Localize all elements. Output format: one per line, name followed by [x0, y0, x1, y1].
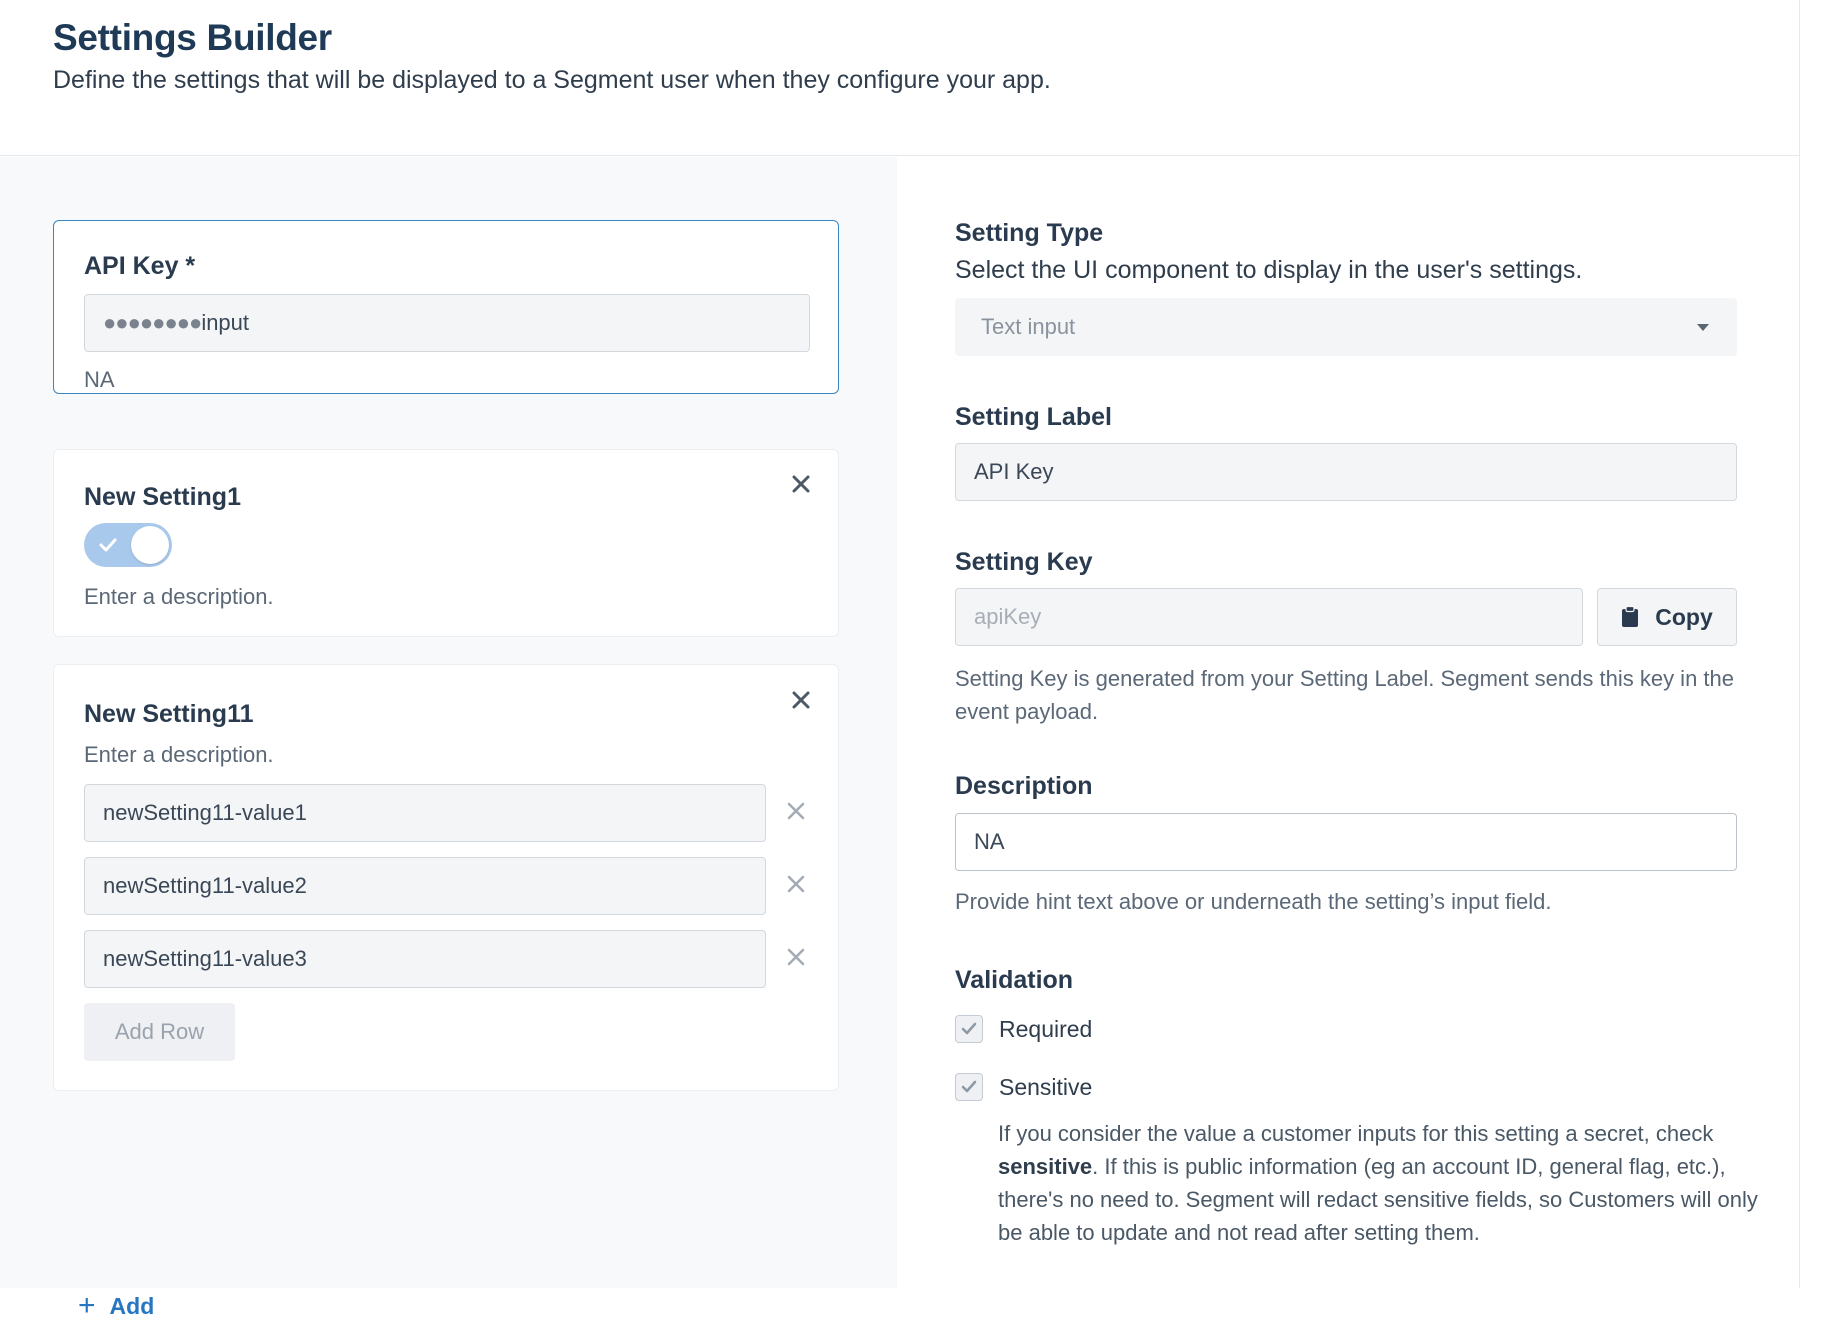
sensitive-help-bold: sensitive	[998, 1154, 1093, 1179]
setting-details-panel	[897, 157, 1799, 1288]
setting-card-new-setting1[interactable]	[53, 449, 839, 637]
input-suffix: input	[201, 310, 250, 335]
masked-value: ●●●●●●●●	[103, 310, 202, 335]
caret-down-icon	[1697, 324, 1709, 331]
add-row-button[interactable]: Add Row	[84, 1003, 235, 1061]
toggle-knob	[131, 526, 169, 564]
setting-type-select[interactable]	[955, 298, 1737, 356]
page-title: Settings Builder	[53, 17, 332, 58]
setting-type-subtitle: Select the UI component to display in the user's settings.	[955, 256, 1583, 284]
sensitive-help	[998, 1117, 1758, 1249]
page-subtitle: Define the settings that will be displayed to a Segment user when they configure your app.	[53, 66, 1051, 94]
remove-row-icon[interactable]	[784, 945, 810, 971]
option-row-input[interactable]: newSetting11-value1	[84, 784, 766, 842]
check-icon	[960, 1078, 978, 1096]
copy-label: Copy	[1655, 603, 1713, 630]
settings-list-panel	[0, 157, 897, 1322]
description-label: Description	[955, 772, 1093, 800]
setting-card-title: New Setting1	[84, 483, 241, 511]
api-key-preview-input[interactable]	[84, 294, 810, 352]
sensitive-label: Sensitive	[999, 1073, 1093, 1100]
required-label: Required	[999, 1015, 1093, 1042]
option-row-input[interactable]: newSetting11-value3	[84, 930, 766, 988]
setting-key-help: Setting Key is generated from your Setting Label. Segment sends this key in the event payload.	[955, 666, 1735, 724]
setting-type-label: Setting Type	[955, 219, 1104, 247]
page-header	[0, 0, 1799, 156]
setting-card-api-key[interactable]	[53, 220, 839, 394]
setting-card-description: NA	[84, 367, 115, 392]
setting-card-title: API Key *	[84, 252, 196, 280]
remove-row-icon[interactable]	[784, 872, 810, 898]
setting-card-description: Enter a description.	[84, 584, 274, 609]
copy-button[interactable]	[1597, 588, 1737, 646]
add-setting-label: Add	[109, 1292, 155, 1319]
description-input[interactable]: NA	[955, 813, 1737, 871]
option-row-input[interactable]: newSetting11-value2	[84, 857, 766, 915]
setting-label-input[interactable]: API Key	[955, 443, 1737, 501]
required-checkbox[interactable]	[955, 1015, 983, 1043]
setting-card-title: New Setting11	[84, 700, 254, 728]
description-help: Provide hint text above or underneath the setting’s input field.	[955, 889, 1552, 914]
clipboard-icon	[1621, 606, 1639, 628]
remove-row-icon[interactable]	[784, 799, 810, 825]
check-icon	[960, 1020, 978, 1038]
add-setting-button[interactable]	[78, 1291, 154, 1321]
sensitive-help-pre: If you consider the value a customer inputs for this setting a secret, check	[998, 1121, 1714, 1146]
boolean-toggle[interactable]	[84, 523, 172, 567]
sensitive-checkbox-row[interactable]	[955, 1073, 1092, 1101]
sensitive-help-post: . If this is public information (eg an account ID, general flag, etc.), there's no need to. Segment will redact sensitive fields, so Customers will only be able to update and not read after setting them.	[998, 1154, 1758, 1245]
setting-type-value: Text input	[981, 314, 1076, 339]
validation-label: Validation	[955, 966, 1074, 994]
setting-card-new-setting11[interactable]	[53, 664, 839, 1091]
plus-icon: +	[78, 1289, 96, 1322]
sensitive-checkbox[interactable]	[955, 1073, 983, 1101]
check-icon	[98, 535, 118, 555]
right-gutter	[1799, 0, 1848, 1288]
setting-card-description: Enter a description.	[84, 742, 274, 767]
close-icon[interactable]	[788, 687, 814, 713]
setting-key-label: Setting Key	[955, 548, 1093, 576]
setting-key-input[interactable]: apiKey	[955, 588, 1583, 646]
setting-label-label: Setting Label	[955, 403, 1112, 431]
required-checkbox-row[interactable]	[955, 1015, 1092, 1043]
close-icon[interactable]	[788, 471, 814, 497]
